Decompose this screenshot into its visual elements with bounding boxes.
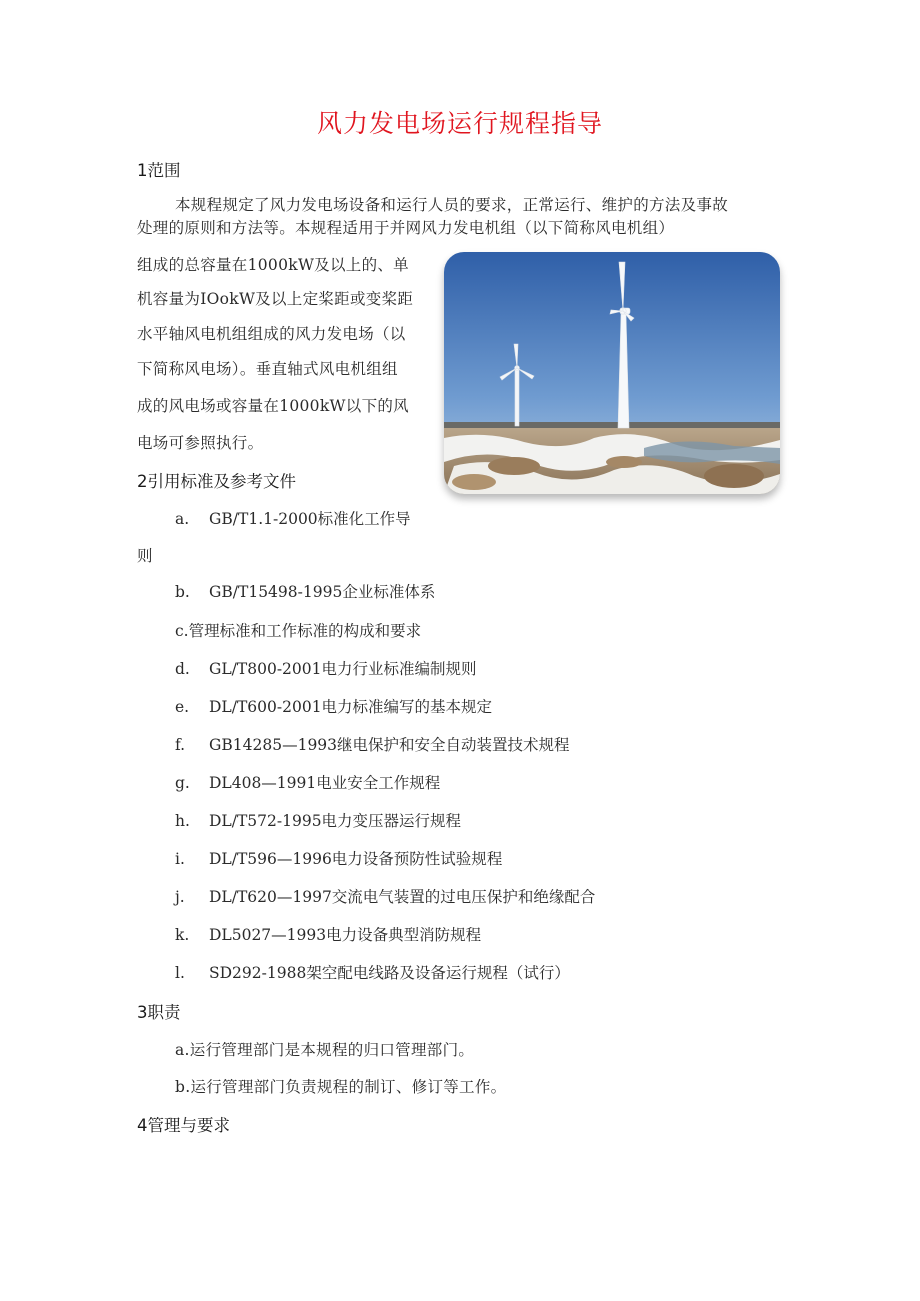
- reference-text: c.管理标准和工作标准的构成和要求: [175, 622, 422, 640]
- section-1-line-2: 处理的原则和方法等。本规程适用于并网风力发电机组（以下简称风电机组）: [137, 219, 675, 237]
- reference-letter: b.: [175, 583, 190, 601]
- section-1-wrap-line: 组成的总容量在1000kW及以上的、单: [137, 256, 409, 274]
- reference-item: [175, 847, 502, 869]
- reference-letter: j.: [175, 888, 185, 906]
- reference-text: GB/T1.1-2000标准化工作导: [209, 510, 411, 528]
- reference-letter: h.: [175, 812, 190, 830]
- reference-letter: a.: [175, 510, 190, 528]
- reference-item: [175, 580, 435, 602]
- reference-item: [175, 809, 461, 831]
- reference-letter: i.: [175, 850, 185, 868]
- wind-farm-photo: [444, 252, 780, 494]
- reference-item: [175, 619, 421, 641]
- section-1-wrap-line: 电场可参照执行。: [137, 434, 264, 452]
- reference-letter: d.: [175, 660, 190, 678]
- reference-text: DL/T620—1997交流电气装置的过电压保护和绝缘配合: [209, 888, 596, 906]
- reference-letter: e.: [175, 698, 190, 716]
- reference-item: [175, 507, 411, 529]
- reference-text: DL/T572-1995电力变压器运行规程: [209, 812, 462, 830]
- section-1-line-1: 本规程规定了风力发电场设备和运行人员的要求，正常运行、维护的方法及事故: [175, 196, 729, 214]
- reference-text: GB14285—1993继电保护和安全自动装置技术规程: [209, 736, 570, 754]
- section-1-heading: 1范围: [137, 161, 181, 180]
- reference-text: DL408—1991电业安全工作规程: [209, 774, 441, 792]
- reference-text: GL/T800-2001电力行业标准编制规则: [209, 660, 477, 678]
- section-4-heading: 4管理与要求: [137, 1116, 230, 1135]
- section-1-wrap-line: 成的风电场或容量在1000kW以下的风: [137, 397, 409, 415]
- reference-item: [175, 771, 440, 793]
- section-3-item: a.运行管理部门是本规程的归口管理部门。: [175, 1041, 475, 1059]
- document-title: 风力发电场运行规程指导: [316, 109, 603, 138]
- section-2-heading: 2引用标准及参考文件: [137, 472, 296, 491]
- reference-text: DL/T596—1996电力设备预防性试验规程: [209, 850, 503, 868]
- reference-text: DL5027—1993电力设备典型消防规程: [209, 926, 482, 944]
- reference-letter: l.: [175, 964, 185, 982]
- section-1-wrap-line: 水平轴风电机组组成的风力发电场（以: [137, 325, 406, 343]
- reference-item: [175, 657, 477, 679]
- reference-item: [175, 733, 570, 755]
- reference-continuation: 则: [137, 547, 153, 565]
- section-1-wrap-line: 下简称风电场）。垂直轴式风电机组组: [137, 360, 398, 378]
- reference-item: [175, 695, 492, 717]
- reference-item: [175, 961, 570, 983]
- section-3-heading: 3职责: [137, 1003, 181, 1022]
- section-3-item: b.运行管理部门负责规程的制订、修订等工作。: [175, 1078, 507, 1096]
- reference-letter: f.: [175, 736, 186, 754]
- reference-item: [175, 885, 595, 907]
- reference-text: SD292-1988架空配电线路及设备运行规程（试行）: [209, 964, 570, 982]
- reference-item: [175, 923, 481, 945]
- reference-text: DL/T600-2001电力标准编写的基本规定: [209, 698, 493, 716]
- reference-text: GB/T15498-1995企业标准体系: [209, 583, 436, 601]
- section-1-wrap-line: 机容量为IOokW及以上定桨距或变桨距: [137, 290, 414, 308]
- reference-letter: g.: [175, 774, 190, 792]
- reference-letter: k.: [175, 926, 190, 944]
